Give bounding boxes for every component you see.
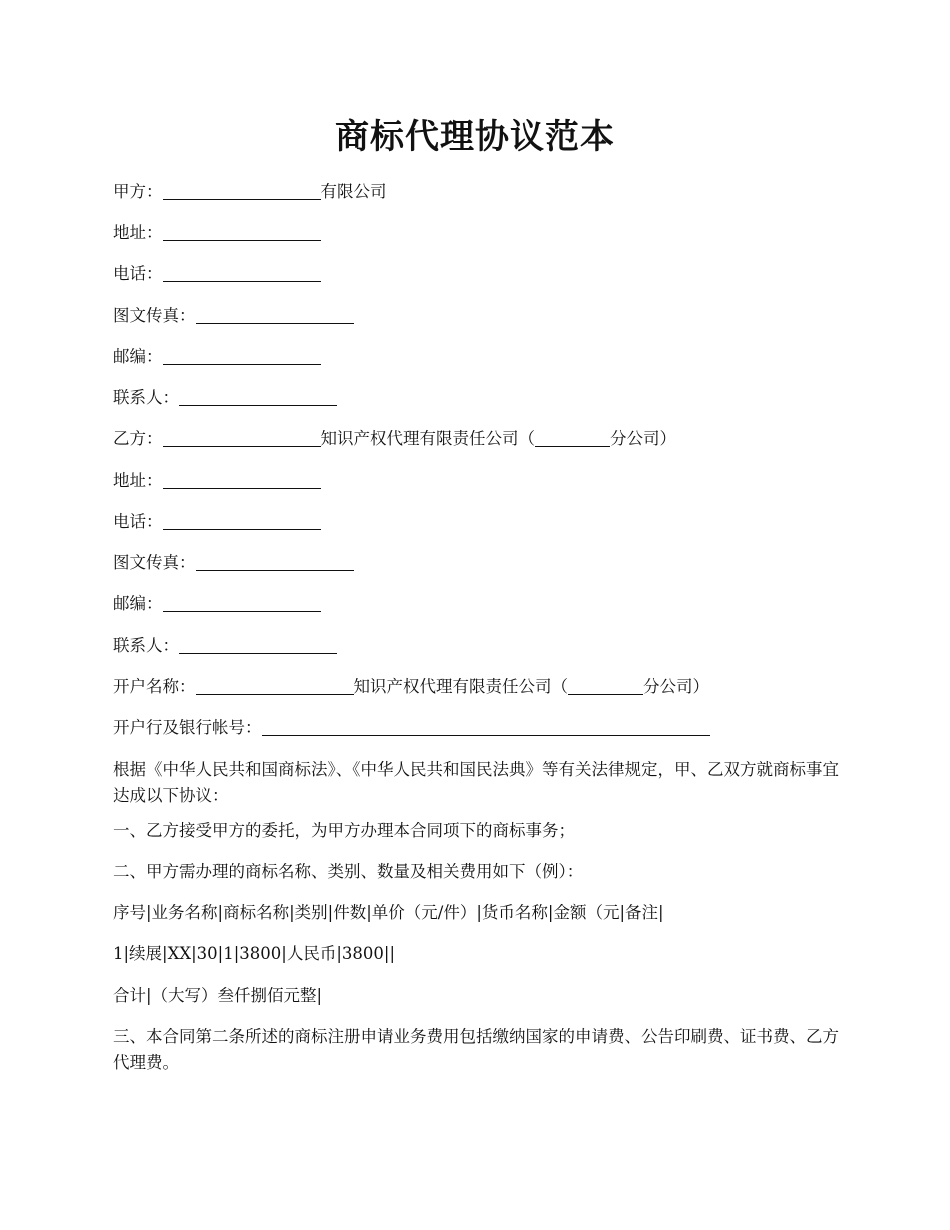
account-name-blank: [196, 676, 354, 695]
party-b-phone-label: 电话：: [113, 512, 163, 531]
party-b-address-label: 地址：: [113, 471, 163, 490]
party-b-contact-label: 联系人：: [113, 636, 179, 655]
clause-3: 三、本合同第二条所述的商标注册申请业务费用包括缴纳国家的申请费、公告印刷费、证书费、乙方代理费。: [113, 1027, 839, 1072]
party-a-contact-blank: [179, 387, 337, 406]
party-b-branch-suffix: 分公司）: [610, 429, 676, 448]
party-a-fax-label: 图文传真：: [113, 306, 196, 325]
party-b-name-label: 乙方：: [113, 429, 163, 448]
party-b-branch-blank: [535, 428, 610, 447]
party-a-contact-label: 联系人：: [113, 388, 179, 407]
party-b-postcode-label: 邮编：: [113, 594, 163, 613]
party-a-contact-line: [113, 385, 843, 411]
party-b-phone-line: [113, 509, 843, 535]
party-b-name-suffix: 知识产权代理有限责任公司（: [320, 429, 535, 448]
account-name-label: 开户名称：: [113, 677, 196, 696]
party-a-address-label: 地址：: [113, 223, 163, 242]
party-a-name-suffix: 有限公司: [320, 182, 387, 201]
party-a-fax-line: [113, 303, 843, 329]
account-branch-blank: [568, 676, 643, 695]
party-a-postcode-line: [113, 344, 843, 370]
party-a-phone-label: 电话：: [113, 264, 163, 283]
fee-table-total: 合计|（大写）叁仟捌佰元整|: [113, 986, 323, 1005]
party-b-name-line: [113, 426, 843, 452]
party-b-address-line: [113, 468, 843, 494]
party-b-contact-blank: [179, 635, 337, 654]
party-a-address-line: [113, 220, 843, 246]
party-b-fax-label: 图文传真：: [113, 553, 196, 572]
party-b-postcode-line: [113, 591, 843, 617]
party-b-fax-blank: [196, 552, 354, 571]
account-name-line: [113, 674, 843, 700]
bank-account-blank: [262, 717, 710, 736]
fee-table-row: 1|续展|XX|30|1|3800|人民币|3800||: [113, 944, 395, 963]
party-b-name-blank: [163, 428, 321, 447]
party-a-name-label: 甲方：: [113, 182, 163, 201]
preamble-paragraph: 根据《中华人民共和国商标法》、《中华人民共和国民法典》等有关法律规定，甲、乙双方就商标事宜达成以下协议：: [113, 760, 839, 805]
party-a-phone-blank: [163, 263, 321, 282]
party-b-phone-blank: [163, 511, 321, 530]
party-a-name-blank: [163, 181, 321, 200]
party-b-postcode-blank: [163, 593, 321, 612]
account-branch-suffix: 分公司）: [643, 677, 709, 696]
party-a-address-blank: [163, 222, 321, 241]
clause-2: 二、甲方需办理的商标名称、类别、数量及相关费用如下（例）：: [113, 862, 584, 881]
clause-1: 一、乙方接受甲方的委托，为甲方办理本合同项下的商标事务；: [113, 821, 575, 840]
party-a-postcode-label: 邮编：: [113, 347, 163, 366]
party-b-fax-line: [113, 550, 843, 576]
fee-table-header: 序号|业务名称|商标名称|类别|件数|单价（元/件）|货币名称|金额（元|备注|: [113, 903, 664, 922]
party-a-fax-blank: [196, 305, 354, 324]
party-b-contact-line: [113, 633, 843, 659]
bank-account-label: 开户行及银行帐号：: [113, 718, 262, 737]
party-b-address-blank: [163, 470, 321, 489]
party-a-phone-line: [113, 261, 843, 287]
bank-account-line: [113, 715, 843, 741]
party-a-postcode-blank: [163, 346, 321, 365]
party-a-name-line: [113, 179, 843, 205]
document-title: 商标代理协议范本: [335, 117, 615, 157]
account-name-suffix: 知识产权代理有限责任公司（: [353, 677, 568, 696]
